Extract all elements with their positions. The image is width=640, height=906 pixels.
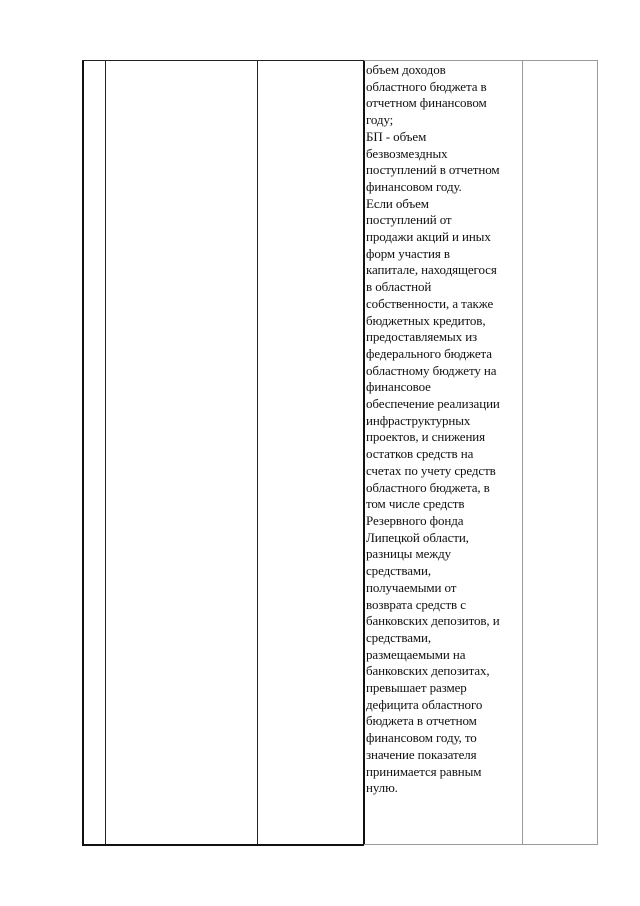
cell-text-line: инфраструктурных: [366, 412, 471, 428]
cell-text-line: бюджета в отчетном: [366, 713, 477, 729]
cell-text-line: средствами,: [366, 563, 432, 579]
cell-text-line: разницы между: [366, 546, 452, 562]
cell-text-line: капитале, находящегося: [366, 262, 497, 278]
cell-text-line: принимается равным: [366, 763, 482, 779]
cell-text-line: Если объем: [366, 195, 429, 211]
cell-text-line: проектов, и снижения: [366, 429, 486, 445]
cell-text-line: дефицита областного: [366, 696, 483, 712]
table-border-right: [597, 60, 598, 845]
cell-text-line: отчетном финансовом: [366, 95, 487, 111]
cell-text-line: безвозмездных: [366, 145, 448, 161]
cell-text-line: значение показателя: [366, 746, 477, 762]
cell-text-line: банковских депозитов, и: [366, 613, 500, 629]
column-divider-4: [522, 60, 523, 845]
cell-text-line: возврата средств с: [366, 596, 466, 612]
cell-text-line: Резервного фонда: [366, 512, 464, 528]
cell-text-line: продажи акций и иных: [366, 229, 491, 245]
table-border-top-left: [82, 60, 364, 61]
table-border-bottom-left: [82, 844, 364, 846]
calculation-method-cell: [366, 62, 522, 797]
indicator-table: [82, 60, 598, 845]
cell-text-line: обеспечение реализации: [366, 396, 500, 412]
cell-text-line: областного бюджета, в: [366, 479, 490, 495]
table-border-top-right: [364, 60, 598, 61]
cell-text-line: поступлений от: [366, 212, 452, 228]
cell-text-line: областному бюджету на: [366, 362, 497, 378]
cell-text-line: превышает размер: [366, 680, 467, 696]
cell-text-line: банковских депозитах,: [366, 663, 490, 679]
column-divider-3: [363, 60, 365, 845]
cell-text-line: федерального бюджета: [366, 345, 492, 361]
cell-text-line: размещаемыми на: [366, 646, 466, 662]
cell-text-line: счетах по учету средств: [366, 462, 496, 478]
cell-text-line: собственности, а также: [366, 295, 494, 311]
table-border-left: [82, 60, 84, 845]
column-divider-2: [257, 60, 258, 845]
cell-text-line: поступлений в отчетном: [366, 162, 500, 178]
cell-text-line: объем доходов: [366, 62, 446, 77]
cell-text-line: областного бюджета в: [366, 78, 487, 94]
cell-text-line: Липецкой области,: [366, 529, 469, 545]
table-border-bottom-right: [364, 844, 598, 845]
cell-text-line: году;: [366, 112, 394, 128]
cell-text-line: нулю.: [366, 780, 398, 796]
cell-text-line: финансовом году, то: [366, 730, 477, 746]
cell-text-line: остатков средств на: [366, 446, 474, 462]
cell-text-line: получаемыми от: [366, 579, 457, 595]
cell-text-line: том числе средств: [366, 496, 465, 512]
cell-text-line: бюджетных кредитов,: [366, 312, 486, 328]
cell-text-line: финансовое: [366, 379, 431, 395]
cell-text-line: в областной: [366, 279, 432, 295]
column-divider-1: [105, 60, 106, 845]
cell-text-line: средствами,: [366, 629, 432, 645]
cell-text-line: форм участия в: [366, 245, 450, 261]
cell-text-line: БП - объем: [366, 128, 427, 144]
cell-text-line: финансовом году.: [366, 178, 462, 194]
cell-text-line: предоставляемых из: [366, 329, 478, 345]
